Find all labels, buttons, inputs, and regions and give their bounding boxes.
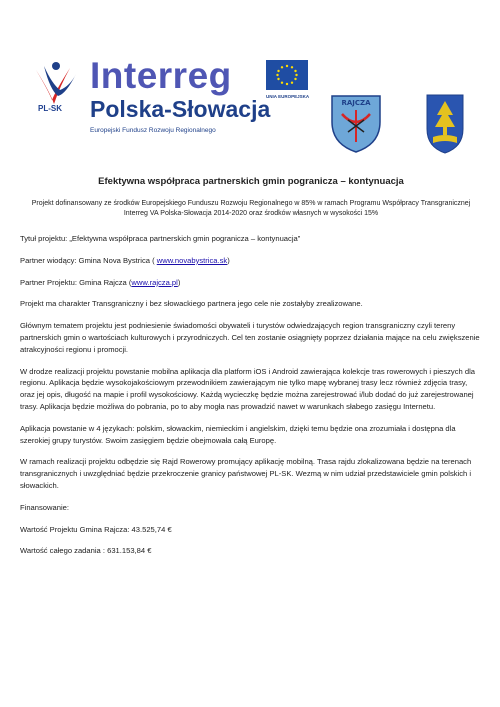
lead-partner: [20, 255, 482, 267]
document-body: [20, 176, 482, 567]
paragraph-theme: Głównym tematem projektu jest podniesienie świadomości obywateli i turystów odwiedzających region transgraniczny czyli tereny partnerskich gmin o wartościach kulturowych i przyrodniczych. Cel ten zostanie osiągnięty poprzez działania mające na celu zwiększenie atrakcyjności regionu i promocji.: [20, 321, 480, 354]
document-title: Efektywna współpraca partnerskich gmin pogranicza – kontynuacja: [98, 176, 404, 187]
rajcza-crest-icon: [330, 92, 382, 154]
funding-intro: Projekt dofinansowany ze środków Europejskiego Funduszu Rozwoju Regionalnego w 85% w ramach Programu Współpracy Transgranicznej Interreg VA Polska-Słowacja 2014-2020 oraz środków własnych w wysokości 15%: [31, 200, 471, 217]
document-header: [0, 0, 500, 170]
partner-prefix: Partner Projektu: Gmina Rajcza (: [20, 277, 132, 287]
partner-suffix: ): [177, 277, 181, 287]
rajcza-crest-text: RAJCZA: [341, 99, 371, 107]
eu-label: UNIA EUROPEJSKA: [266, 94, 310, 99]
lead-partner-prefix: Partner wiodący: Gmina Nova Bystrica (: [20, 255, 157, 265]
paragraph-languages: Aplikacja powstanie w 4 językach: polskim, słowackim, niemieckim i angielskim, dzięki temu będzie ona zrozumiała i dostępna dla szerokiej grupy turystów. Swoim zasięgiem będzie obejmowała całą Europę.: [20, 423, 456, 445]
financing-rajcza: Wartość Projektu Gmina Rajcza: 43.525,74 €: [20, 524, 172, 534]
pl-sk-label: PL-SK: [38, 104, 62, 113]
project-partner: [20, 277, 482, 289]
financing-total: Wartość całego zadania : 631.153,84 €: [20, 546, 152, 556]
financing-label: Finansowanie:: [20, 502, 69, 512]
nova-bystrica-crest-icon: [425, 93, 465, 155]
novabystrica-link[interactable]: www.novabystrica.sk: [156, 255, 228, 265]
paragraph-app: W drodze realizacji projektu powstanie mobilna aplikacja dla platform iOS i Android zawierająca kolekcje tras rowerowych i pieszych dla regionu. Aplikacja będzie wysokojakościowym przewodnikiem zawierającym nie tylko mapę wybranej trasy lecz również zdjęcia trasy, oraz jej opis, długość na mapie i profil wysokościowy. Każdą wycieczkę będzie można zarejestrować i/lub dodać do już zarejestrowanej trasy. Aplikacja będzie możliwa do pobrania, po to aby mogła nas prowadzić nawet w warunkach słabego zasięgu Internetu.: [20, 366, 475, 411]
eu-flag-icon: [266, 60, 308, 90]
brand-title: Interreg: [90, 55, 232, 96]
paragraph-rally: W ramach realizacji projektu odbędzie się Rajd Rowerowy promujący aplikację mobilną. Trasa rajdu zlokalizowana będzie na terenach transgranicznych i uwzględniać będzie przekroczenie granicy państwowej PL-SK. Wezmą w nim udział przedstawiciele gmin polskich i słowackich.: [20, 457, 472, 490]
interreg-brand: [90, 57, 270, 134]
brand-subtitle: Polska-Słowacja: [90, 96, 271, 122]
project-title: Tytuł projektu: „Efektywna współpraca partnerskich gmin pogranicza – kontynuacja”: [20, 234, 301, 243]
paragraph-character: Projekt ma charakter Transgraniczny i bez słowackiego partnera jego cele nie zostałyby zrealizowane.: [20, 299, 363, 309]
rajcza-link[interactable]: www.rajcza.pl: [131, 277, 178, 287]
lead-partner-suffix: ): [227, 255, 230, 265]
brand-fund-label: Europejski Fundusz Rozwoju Regionalnego: [90, 127, 216, 134]
